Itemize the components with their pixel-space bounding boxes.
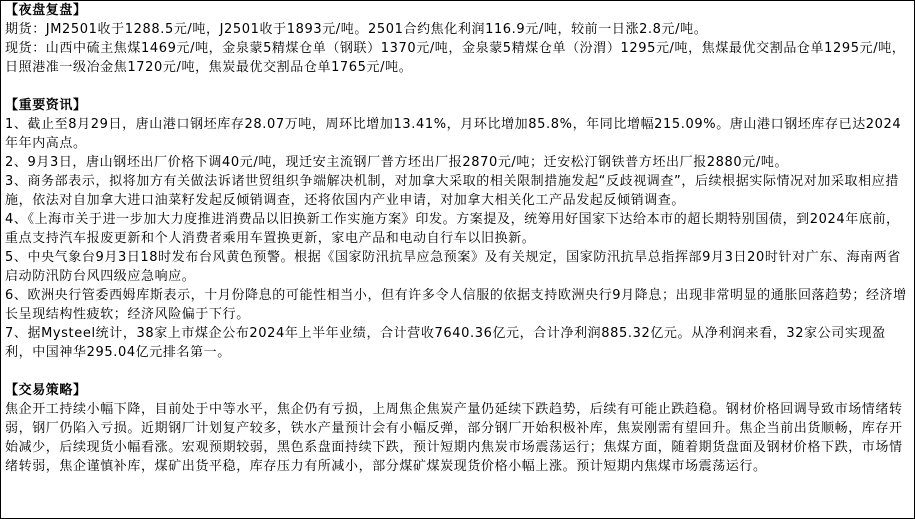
night-review-heading: 【夜盘复盘】 <box>5 3 87 18</box>
news-item: 5、中央气象台9月3日18时发布台风黄色预警。根据《国家防汛抗旱应急预案》及有关规定，国家防汛抗旱总指挥部9月3日20时针对广东、海南两省启动防汛防台风四级应急响应。 <box>5 250 901 284</box>
news-item: 2、9月3日，唐山钢坯出厂价格下调40元/吨，现迁安主流钢厂普方坯出厂报2870元/吨；迁安松汀钢铁普方坯出厂报2880元/吨。 <box>5 155 789 170</box>
spot-paragraph: 现货：山西中硫主焦煤1469元/吨，金泉蒙5精煤仓单（钢联）1370元/吨，金泉蒙5精煤仓单（汾渭）1295元/吨，焦煤最优交割品仓单1295元/吨，日照港准一级冶金焦1720元/吨，焦炭最优交割品仓单1765元/吨。 <box>5 41 906 75</box>
news-item: 4、《上海市关于进一步加大力度推进消费品以旧换新工作实施方案》印发。方案提及，统筹用好国家下达给本市的超长期特别国债，到2024年底前，重点支持汽车报废更新和个人消费者乘用车置换更新，家电产品和电动自行车以旧换新。 <box>5 212 900 246</box>
news-item: 6、欧洲央行管委西姆库斯表示，十月份降息的可能性相当小，但有许多令人信服的依据支持欧洲央行9月降息；出现非常明显的通胀回落趋势；经济增长呈现结构性疲软；经济风险偏于下行。 <box>5 288 907 322</box>
news-item: 7、据Mysteel统计，38家上市煤企公布2024年上半年业绩，合计营收7640.36亿元，合计净利润885.32亿元。从净利润来看，32家公司实现盈利，中国神华295.04亿元排名第一。 <box>5 326 886 360</box>
news-heading: 【重要资讯】 <box>5 98 87 113</box>
strategy-paragraph: 焦企开工持续小幅下降，目前处于中等水平，焦企仍有亏损，上周焦企焦炭产量仍延续下跌趋势，后续有可能止跌趋稳。钢材价格回调导致市场情绪转弱，钢厂仍陷入亏损。近期钢厂计划复产较多，铁水产量预计会有小幅反弹，部分钢厂开始积极补库，焦炭刚需有望回升。焦企当前出货顺畅，库存开始减少，后续现货小幅看涨。宏观预期较弱，黑色系盘面持续下跌，预计短期内焦炭市场震荡运行；焦煤方面，随着期货盘面及钢材价格下跌，市场情绪转弱，焦企谨慎补库，煤矿出货平稳，库存压力有所减小，部分煤矿煤炭现货价格小幅上涨。预计短期内焦煤市场震荡运行。 <box>5 402 903 474</box>
news-item: 3、商务部表示，拟将加方有关做法诉诸世贸组织争端解决机制，对加拿大采取的相关限制措施发起“反歧视调查”，后续根据实际情况对加采取相应措施，依法对自加拿大进口油菜籽发起反倾销调查，还将依国内产业申请，对加拿大相关化工产品发起反倾销调查。 <box>5 174 899 208</box>
section-spacer <box>5 362 911 381</box>
futures-paragraph: 期货：JM2501收于1288.5元/吨，J2501收于1893元/吨。2501合约焦化利润116.9元/吨，较前一日涨2.8元/吨。 <box>5 22 708 37</box>
section-spacer <box>5 77 911 96</box>
strategy-heading: 【交易策略】 <box>5 383 87 398</box>
news-item: 1、截止至8月29日，唐山港口钢坯库存28.07万吨，周环比增加13.41%，月环比增加85.8%，年同比增幅215.09%。唐山港口钢坯库存已达2024年年内高点。 <box>5 117 902 151</box>
